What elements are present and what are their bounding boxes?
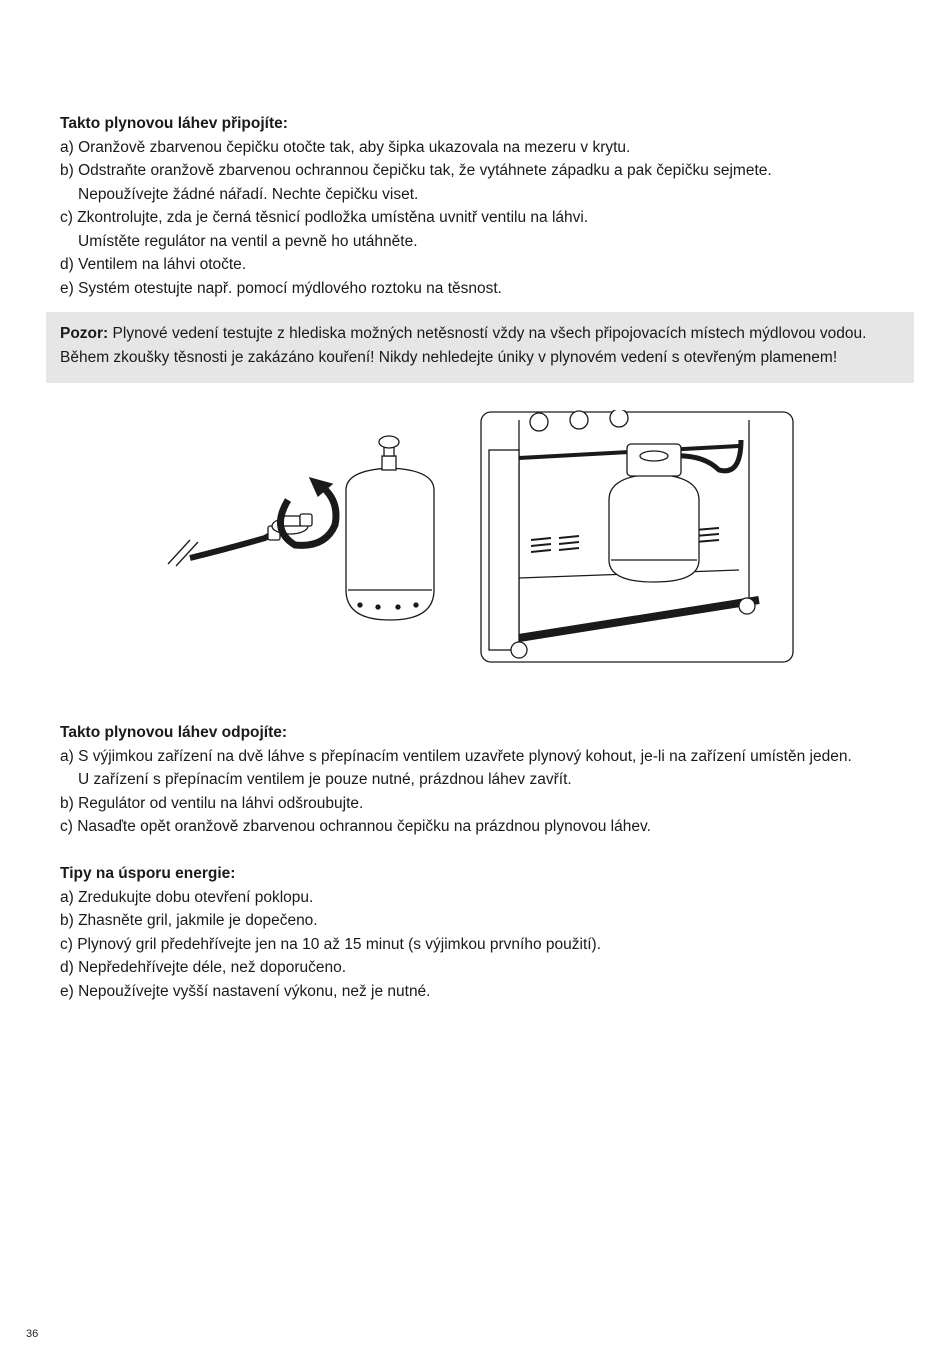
connect-step-c-cont: Umístěte regulátor na ventil a pevně ho utáhněte.: [78, 232, 418, 250]
foot-hole: [396, 605, 400, 609]
page-number: 36: [26, 1328, 39, 1340]
cabinet-left-side: [489, 450, 519, 650]
tip-a: a) Zredukujte dobu otevření poklopu.: [60, 888, 314, 906]
disconnect-step-a: a) S výjimkou zařízení na dvě láhve s přepínacím ventilem uzavřete plynový kohout, je-li na zařízení umístěn jeden.: [60, 747, 852, 765]
disconnect-step-a-cont: U zařízení s přepínacím ventilem je pouze nutné, prázdnou láhev zavřít.: [78, 771, 572, 788]
gas-hose: [190, 534, 272, 558]
connect-step-c: c) Zkontrolujte, zda je černá těsnicí podložka umístěna uvnitř ventilu na láhvi.: [60, 209, 589, 226]
tip-b: b) Zhasněte gril, jakmile je dopečeno.: [60, 912, 318, 929]
tips-heading: Tipy na úsporu energie:: [60, 865, 236, 882]
connect-step-b: b) Odstraňte oranžově zbarvenou ochrannou čepičku tak, že vytáhnete západku a pak čepičku sejmete.: [60, 162, 772, 179]
caster-wheel: [739, 598, 755, 614]
caster-wheel: [511, 642, 527, 658]
disconnect-heading: Takto plynovou láhev odpojíte:: [60, 724, 288, 741]
cabinet-gas-bottle: [609, 474, 699, 582]
bottle-valve-top: [640, 451, 668, 461]
warning-label: Pozor:: [60, 325, 109, 342]
disconnect-section: [60, 721, 920, 839]
connect-step-a: a) Oranžově zbarvenou čepičku otočte tak, aby šipka ukazovala na mezeru v krytu.: [60, 138, 631, 156]
connect-heading: Takto plynovou láhev připojíte:: [60, 115, 288, 132]
tip-d: d) Nepředehřívejte déle, než doporučeno.: [60, 959, 347, 976]
warning-line-2: Během zkoušky těsnosti je zakázáno kouření! Nikdy nehledejte úniky v plynovém vedení s otevřeným plamenem!: [60, 348, 838, 366]
grill-cabinet-illustration: [479, 410, 797, 666]
connect-step-e: e) Systém otestujte např. pomocí mýdlového roztoku na těsnost.: [60, 279, 502, 297]
gas-bottle: [346, 468, 434, 620]
bottle-valve: [382, 456, 396, 470]
tip-e: e) Nepoužívejte vyšší nastavení výkonu, než je nutné.: [60, 982, 431, 1000]
disconnect-step-b: b) Regulátor od ventilu na láhvi odšroubujte.: [60, 794, 364, 812]
disconnect-step-c: c) Nasaďte opět oranžově zbarvenou ochrannou čepičku na prázdnou plynovou láhev.: [60, 818, 651, 835]
connect-step-d: d) Ventilem na láhvi otočte.: [60, 256, 247, 273]
warning-box: [46, 312, 914, 383]
tip-c: c) Plynový gril předehřívejte jen na 10 až 15 minut (s výjimkou prvního použití).: [60, 935, 602, 953]
connect-section: [60, 112, 920, 300]
connect-step-b-cont: Nepoužívejte žádné nářadí. Nechte čepičku viset.: [78, 185, 419, 203]
tips-section: [60, 862, 920, 1003]
control-knob: [610, 410, 628, 427]
hose-break-mark: [168, 540, 190, 564]
foot-hole: [414, 603, 418, 607]
foot-hole: [376, 605, 380, 609]
control-knob: [570, 411, 588, 429]
warning-text-1: Plynové vedení testujte z hlediska možných netěsností vždy na všech připojovacích místech mýdlovou vodou.: [112, 325, 867, 342]
regulator-nut: [300, 514, 312, 526]
control-knob: [530, 413, 548, 431]
bottle-regulator-illustration: [160, 430, 450, 630]
warning-line-1: [60, 322, 900, 346]
valve-handwheel: [379, 436, 399, 448]
foot-hole: [358, 603, 362, 607]
